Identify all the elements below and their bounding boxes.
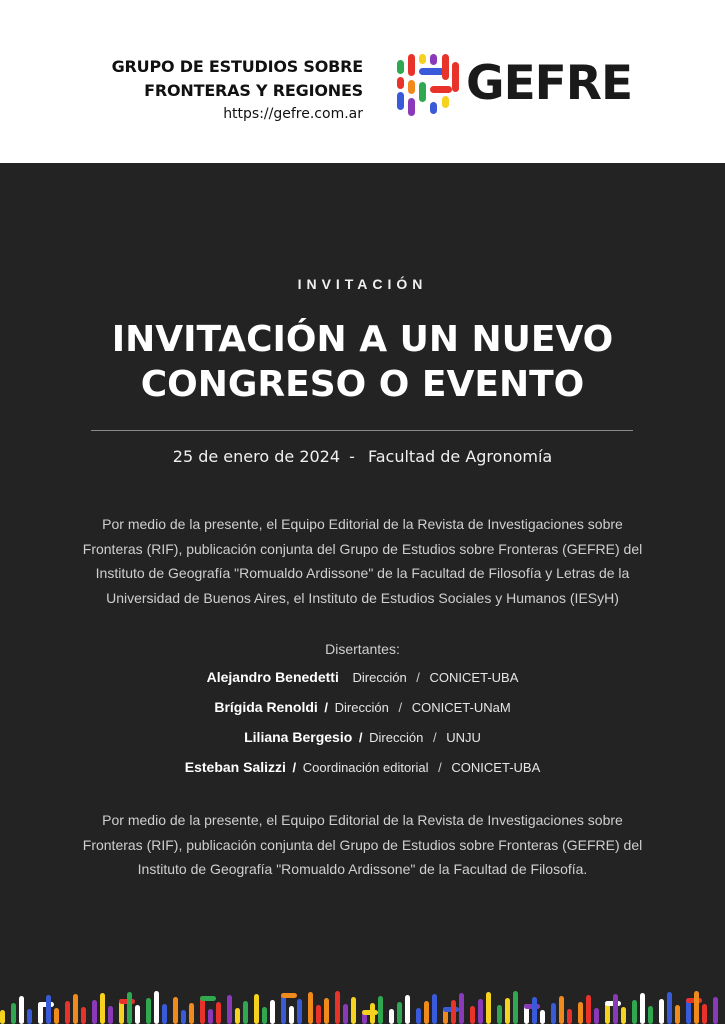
speaker-institution: UNJU bbox=[446, 730, 481, 745]
speaker-slash: / bbox=[324, 700, 329, 715]
decorative-bar bbox=[270, 1000, 275, 1024]
decorative-bar bbox=[370, 1003, 375, 1024]
decorative-bar bbox=[667, 992, 672, 1024]
decorative-bar bbox=[73, 994, 78, 1024]
decorative-bar bbox=[713, 997, 718, 1024]
speaker-name: Brígida Renoldi bbox=[214, 699, 318, 715]
decorative-bar bbox=[324, 998, 329, 1024]
decorative-bar bbox=[551, 1003, 556, 1024]
speaker-institution: CONICET-UBA bbox=[429, 670, 519, 685]
decorative-bar bbox=[65, 1001, 70, 1024]
decorative-bar bbox=[424, 1001, 429, 1024]
speaker-role: Dirección bbox=[334, 700, 389, 715]
decorative-bar bbox=[335, 991, 340, 1024]
date-venue-line bbox=[0, 447, 725, 466]
decorative-bar bbox=[559, 996, 564, 1024]
decorative-bar bbox=[216, 1002, 221, 1024]
decorative-bar bbox=[173, 997, 178, 1024]
decorative-bar bbox=[27, 1009, 32, 1024]
logo-wordmark: GEFRE bbox=[466, 56, 633, 111]
decorative-bar bbox=[92, 1000, 97, 1024]
decorative-bar bbox=[289, 1006, 294, 1024]
decorative-bar bbox=[594, 1008, 599, 1024]
decorative-bar bbox=[81, 1007, 86, 1024]
org-name-line-2: FRONTERAS Y REGIONES bbox=[144, 81, 363, 100]
speaker-name: Liliana Bergesio bbox=[244, 729, 353, 745]
decorative-bar bbox=[127, 992, 132, 1024]
decorative-bar bbox=[621, 1007, 626, 1024]
org-url-link[interactable]: https://gefre.com.ar bbox=[223, 106, 363, 122]
decorative-bar bbox=[532, 997, 537, 1024]
speaker-slash: / bbox=[292, 760, 297, 775]
decorative-bar bbox=[235, 1008, 240, 1024]
decorative-bar bbox=[586, 995, 591, 1024]
section-kicker: INVITACIÓN bbox=[297, 276, 428, 292]
speaker-role: Dirección bbox=[369, 730, 424, 745]
speaker-row bbox=[0, 759, 725, 775]
decorative-bar bbox=[405, 995, 410, 1024]
decorative-bar bbox=[389, 1009, 394, 1024]
title-line-2: CONGRESO O EVENTO bbox=[140, 364, 585, 405]
title-line-1: INVITACIÓN A UN NUEVO bbox=[111, 319, 614, 360]
speakers-heading: Disertantes: bbox=[325, 641, 400, 657]
decorative-bar bbox=[694, 991, 699, 1024]
decorative-bar bbox=[308, 992, 313, 1024]
decorative-bar bbox=[316, 1005, 321, 1024]
decorative-bar bbox=[432, 994, 437, 1024]
speaker-separator: / bbox=[398, 700, 403, 715]
page-title bbox=[40, 317, 685, 407]
decorative-bar bbox=[162, 1004, 167, 1024]
decorative-bar bbox=[505, 998, 510, 1024]
speaker-institution: CONICET-UBA bbox=[451, 760, 541, 775]
speaker-row bbox=[0, 699, 725, 715]
decorative-bar bbox=[675, 1005, 680, 1024]
decorative-bar bbox=[100, 993, 105, 1024]
decorative-bar bbox=[459, 993, 464, 1024]
speaker-name: Esteban Salizzi bbox=[184, 759, 286, 775]
decorative-bar bbox=[378, 996, 383, 1024]
speaker-slash: / bbox=[358, 730, 363, 745]
date-separator: - bbox=[349, 447, 355, 466]
decorative-bars-footer bbox=[0, 990, 725, 1024]
decorative-bar bbox=[343, 1004, 348, 1024]
decorative-bar bbox=[243, 1001, 248, 1024]
speaker-institution: CONICET-UNaM bbox=[411, 700, 511, 715]
decorative-bar bbox=[613, 994, 618, 1024]
decorative-bar bbox=[702, 1004, 707, 1024]
decorative-bar bbox=[416, 1008, 421, 1024]
decorative-bar bbox=[540, 1010, 545, 1024]
speaker-row bbox=[0, 669, 725, 685]
decorative-bar bbox=[0, 1010, 5, 1024]
decorative-bar bbox=[200, 996, 216, 1001]
decorative-bar bbox=[281, 993, 297, 998]
event-venue: Facultad de Agronomía bbox=[368, 447, 553, 466]
decorative-bar bbox=[397, 1002, 402, 1024]
speaker-name: Alejandro Benedetti bbox=[206, 669, 339, 685]
decorative-bar bbox=[648, 1006, 653, 1024]
decorative-bar bbox=[227, 995, 232, 1024]
decorative-bar bbox=[513, 991, 518, 1024]
gefre-colored-bars-icon bbox=[396, 54, 460, 116]
decorative-bar bbox=[181, 1010, 186, 1024]
decorative-bar bbox=[351, 997, 356, 1024]
decorative-bar bbox=[578, 1002, 583, 1024]
event-date: 25 de enero de 2024 bbox=[172, 447, 341, 466]
decorative-bar bbox=[135, 1005, 140, 1024]
decorative-bar bbox=[659, 999, 664, 1024]
decorative-bar bbox=[11, 1003, 16, 1024]
decorative-bar bbox=[486, 992, 491, 1024]
intro-paragraph: Por medio de la presente, el Equipo Editorial de la Revista de Investigaciones sobre Fronteras (RIF), publicación conjunta del Grupo de Estudios sobre Fronteras (GEFRE) del Instituto de Geografía "Romualdo Ardissone" de la Facultad de Filosofía y Letras de la Universidad de Buenos Aires, el Instituto de Estudios Sociales y Humanos (IESyH) bbox=[82, 516, 643, 606]
closing-paragraph: Por medio de la presente, el Equipo Editorial de la Revista de Investigaciones sobre Fronteras (RIF), publicación conjunta del Grupo de Estudios sobre Fronteras (GEFRE) del Instituto de Geografía "Romualdo Ardissone" de la Facultad de Filosofía. bbox=[82, 812, 643, 877]
decorative-bar bbox=[567, 1009, 572, 1024]
org-name-block bbox=[112, 55, 363, 125]
title-divider bbox=[91, 430, 633, 431]
decorative-bar bbox=[297, 999, 302, 1024]
decorative-bar bbox=[146, 998, 151, 1024]
decorative-bar bbox=[108, 1006, 113, 1024]
decorative-bar bbox=[189, 1003, 194, 1024]
decorative-bar bbox=[46, 995, 51, 1024]
decorative-bar bbox=[478, 999, 483, 1024]
speaker-role: Coordinación editorial bbox=[302, 760, 429, 775]
decorative-bar bbox=[451, 1000, 456, 1024]
decorative-bar bbox=[470, 1006, 475, 1024]
decorative-bar bbox=[640, 993, 645, 1024]
speaker-separator: / bbox=[432, 730, 437, 745]
decorative-bar bbox=[497, 1005, 502, 1024]
decorative-bar bbox=[54, 1008, 59, 1024]
speaker-role: Dirección bbox=[352, 670, 407, 685]
decorative-bar bbox=[19, 996, 24, 1024]
org-name-line-1: GRUPO DE ESTUDIOS SOBRE bbox=[111, 57, 363, 76]
header-band bbox=[0, 0, 725, 163]
decorative-bar bbox=[208, 1009, 213, 1024]
invitation-body bbox=[0, 163, 725, 1024]
decorative-bar bbox=[262, 1007, 267, 1024]
decorative-bar bbox=[254, 994, 259, 1024]
speaker-separator: / bbox=[416, 670, 420, 685]
decorative-bar bbox=[154, 991, 159, 1024]
speaker-row bbox=[0, 729, 725, 745]
decorative-bar bbox=[632, 1000, 637, 1024]
speaker-separator: / bbox=[438, 760, 442, 775]
